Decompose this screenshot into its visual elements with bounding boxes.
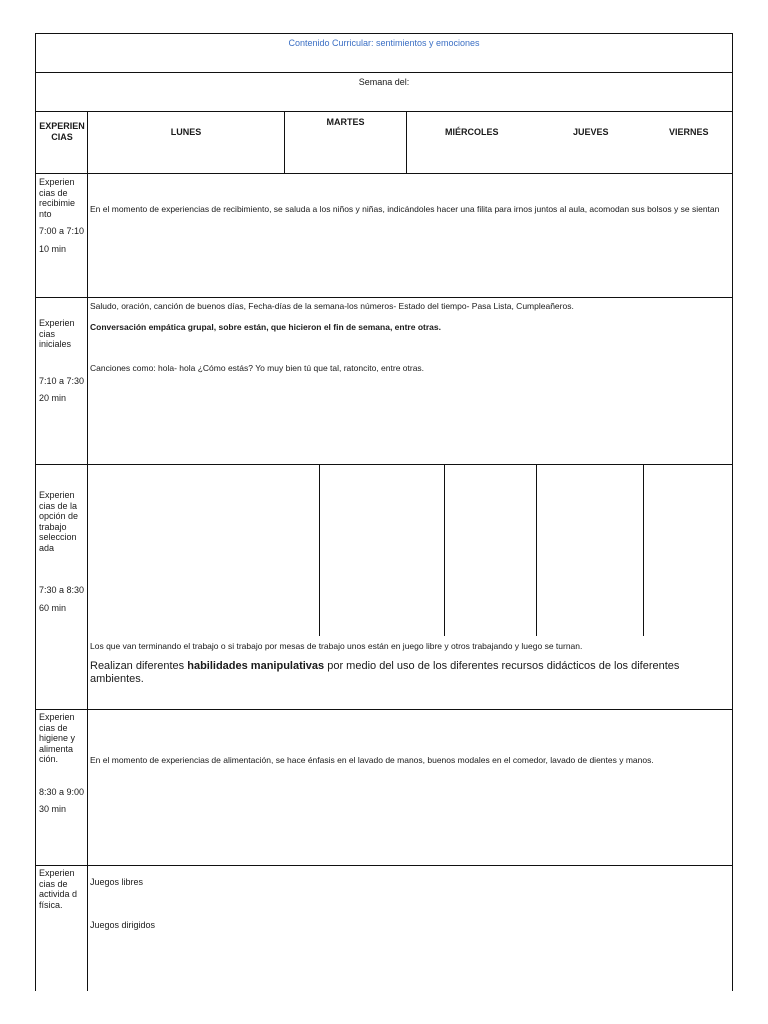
row-divider [35,709,733,710]
row-label-text: Experien cias iniciales [39,318,75,349]
work-col-divider [643,464,644,636]
actividad-fisica-line-1: Juegos libres [90,877,144,887]
row-divider [35,297,733,298]
row-duration: 20 min [39,393,67,403]
row-label-text: Experien cias de activida d física. [39,868,78,910]
work-col-divider [319,464,320,636]
opcion-trabajo-line-2 [90,660,726,686]
table-border-top [35,33,733,34]
recibimiento-content: En el momento de experiencias de recibimiento, se saluda a los niños y niñas, indicándoles hacer una filita para irnos juntos al aula, acomodan sus bolsos y se sientan [90,204,720,214]
row-duration: 10 min [39,243,67,254]
row-label-higiene [39,712,85,822]
column-header-lunes: LUNES [170,127,202,137]
iniciales-line-3: Canciones como: hola- hola ¿Cómo estás? Yo muy bien tú que tal, ratoncito, entre otras. [90,363,425,373]
row-divider [35,865,733,866]
row-duration: 60 min [39,602,67,613]
column-header-viernes: VIERNES [669,127,709,137]
week-label: Semana del: [358,77,410,87]
label-column-divider [87,111,88,991]
row-label-recibimiento [39,177,85,261]
row-duration: 30 min [39,804,67,814]
table-border-right [732,33,733,991]
row-label-text: Experien cias de la opción de trabajo seleccion ada [39,490,79,553]
row-label-iniciales [39,318,85,411]
table-border-left [35,33,36,991]
column-header-martes: MARTES [326,117,365,127]
row-time: 8:30 a 9:00 [39,786,85,797]
row-divider [35,72,733,73]
text-segment: por medio del uso de los diferentes recursos didácticos de los diferentes ambientes. [90,660,680,685]
row-divider [35,111,733,112]
row-time: 7:10 a 7:30 [39,375,85,386]
actividad-fisica-line-2: Juegos dirigidos [90,920,156,930]
row-divider [35,464,733,465]
row-label-text: Experien cias de recibimie nto [39,177,76,219]
header-col-divider [406,111,407,173]
work-col-divider [536,464,537,636]
row-time: 7:30 a 8:30 [39,585,85,595]
column-header-experiencias: EXPERIEN CIAS [39,121,85,142]
row-label-opcion-trabajo [39,490,85,620]
text-segment: Realizan diferentes [90,660,188,672]
row-time: 7:00 a 7:10 [39,226,85,236]
column-header-jueves: JUEVES [573,127,609,137]
higiene-content: En el momento de experiencias de alimentación, se hace énfasis en el lavado de manos, buenos modales en el comedor, lavado de dientes y manos. [90,755,654,765]
iniciales-line-2: Conversación empática grupal, sobre están, que hicieron el fin de semana, entre otras. [90,322,441,332]
row-label-text: Experien cias de higiene y alimenta ción. [39,712,76,764]
row-divider [35,173,733,174]
column-header-miercoles: MIÉRCOLES [445,127,499,137]
iniciales-line-1: Saludo, oración, canción de buenos días, Fecha-días de la semana-los números- Estado del tiempo- Pasa Lista, Cumpleañeros. [90,301,574,311]
bold-text-segment: habilidades manipulativas [187,660,325,672]
row-label-actividad-fisica [39,868,85,917]
work-col-divider [444,464,445,636]
opcion-trabajo-line-1: Los que van terminando el trabajo o si trabajo por mesas de trabajo unos están en juego libre y otros trabajando y luego se turnan. [90,641,583,651]
document-title: Contenido Curricular: sentimientos y emociones [288,38,480,48]
